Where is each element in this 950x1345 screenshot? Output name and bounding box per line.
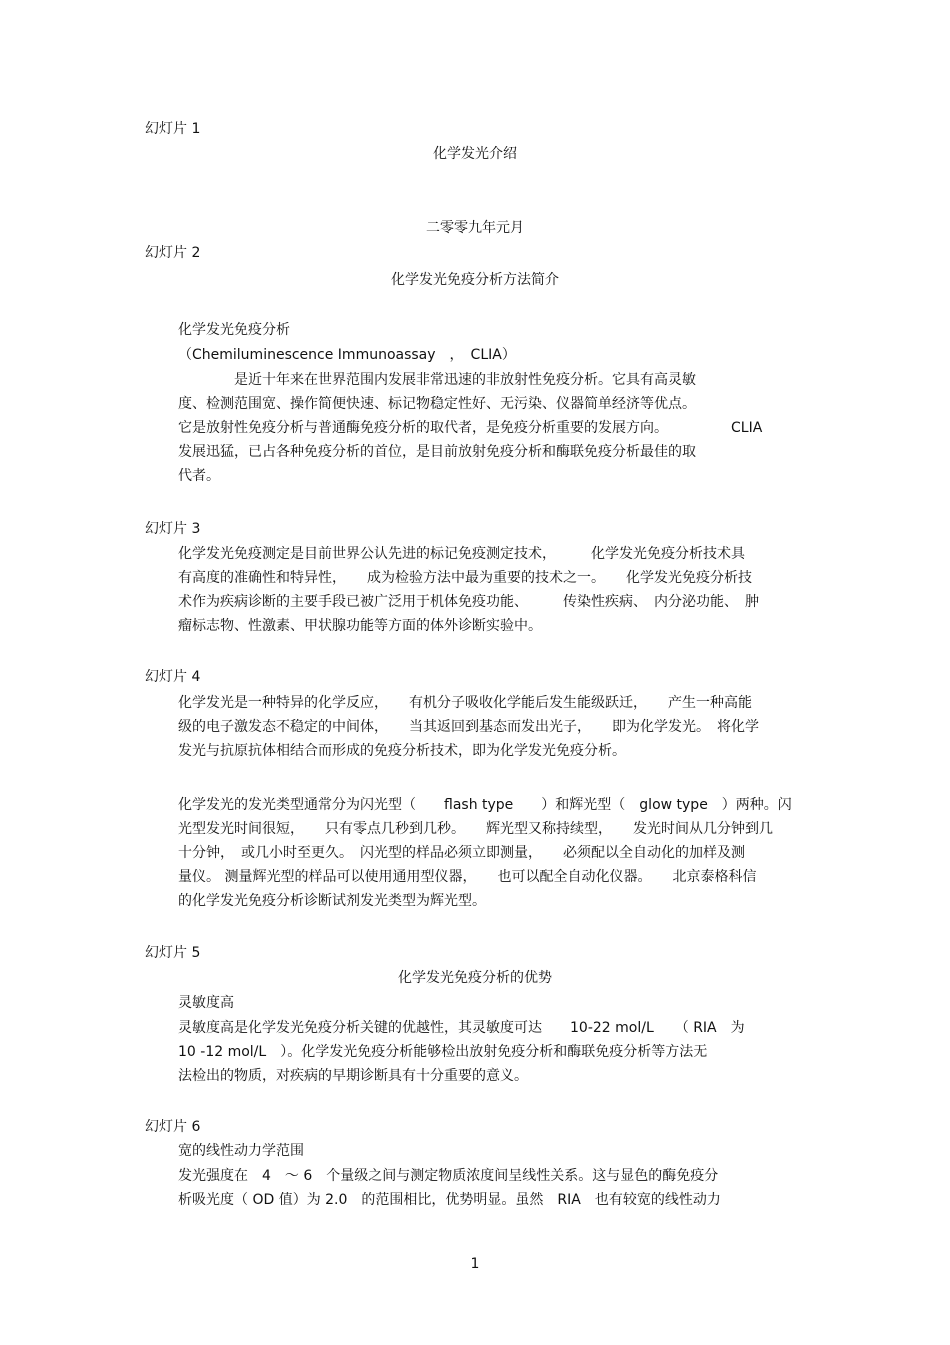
slide-6-heading: 宽的线性动力学范围 (178, 1143, 304, 1159)
text-line: 析吸光度（ OD 值）为 2.0 的范围相比，优势明显。虽然 RIA 也有较宽的线性动力 (178, 1192, 721, 1208)
page-number: 1 (470, 1256, 480, 1272)
slide-3-paragraph (178, 542, 808, 638)
slide-1-label: 幻灯片 1 (145, 121, 201, 137)
slide-1-date: 二零零九年元月 (426, 220, 524, 236)
slide-5-title: 化学发光免疫分析的优势 (398, 970, 552, 986)
text-line: 光型发光时间很短， 只有零点几秒到几秒。 辉光型又称持续型， 发光时间从几分钟到几 (178, 821, 773, 837)
slide-5-paragraph (178, 1016, 808, 1088)
slide-3-label: 幻灯片 3 (145, 521, 201, 537)
slide-5-label: 幻灯片 5 (145, 945, 201, 961)
text-line: 代者。 (178, 468, 220, 484)
text-line: 度、检测范围宽、操作简便快速、标记物稳定性好、无污染、仪器简单经济等优点。 (178, 396, 696, 412)
slide-1-title: 化学发光介绍 (433, 146, 517, 162)
text-line: 灵敏度高是化学发光免疫分析关键的优越性，其灵敏度可达 10-22 mol/L （ RIA 为 (178, 1020, 745, 1036)
slide-2-paragraph (178, 368, 808, 488)
slide-6-label: 幻灯片 6 (145, 1119, 201, 1135)
slide-6-paragraph (178, 1164, 808, 1212)
text-line: 发光强度在 4 ～ 6 个量级之间与测定物质浓度间呈线性关系。这与显色的酶免疫分 (178, 1168, 719, 1184)
text-line: 的化学发光免疫分析诊断试剂发光类型为辉光型。 (178, 893, 486, 909)
slide-2-label: 幻灯片 2 (145, 245, 201, 261)
slide-4-paragraph-1 (178, 691, 808, 763)
slide-5-heading: 灵敏度高 (178, 995, 234, 1011)
text-line: 瘤标志物、性激素、甲状腺功能等方面的体外诊断实验中。 (178, 618, 542, 634)
slide-2-title: 化学发光免疫分析方法简介 (391, 272, 559, 288)
slide-2-subheading: （Chemiluminescence Immunoassay ， CLIA） (178, 347, 516, 363)
text-line: 是近十年来在世界范围内发展非常迅速的非放射性免疫分析。它具有高灵敏 (178, 372, 696, 388)
slide-2-heading: 化学发光免疫分析 (178, 322, 290, 338)
text-line: 术作为疾病诊断的主要手段已被广泛用于机体免疫功能、 传染性疾病、 内分泌功能、 肿 (178, 594, 759, 610)
text-line: 发光与抗原抗体相结合而形成的免疫分析技术，即为化学发光免疫分析。 (178, 743, 626, 759)
text-line: 有高度的准确性和特异性， 成为检验方法中最为重要的技术之一。 化学发光免疫分析技 (178, 570, 752, 586)
text-line: 法检出的物质，对疾病的早期诊断具有十分重要的意义。 (178, 1068, 528, 1084)
text-line: 化学发光免疫测定是目前世界公认先进的标记免疫测定技术， 化学发光免疫分析技术具 (178, 546, 745, 562)
text-line: 发展迅猛，已占各种免疫分析的首位，是目前放射免疫分析和酶联免疫分析最佳的取 (178, 444, 696, 460)
text-line: 量仪。 测量辉光型的样品可以使用通用型仪器， 也可以配全自动化仪器。 北京泰格科信 (178, 869, 757, 885)
text-line: 级的电子激发态不稳定的中间体， 当其返回到基态而发出光子， 即为化学发光。 将化学 (178, 719, 759, 735)
text-line: 化学发光的发光类型通常分为闪光型（ flash type ）和辉光型（ glow type ）两种。闪 (178, 797, 792, 813)
text-line: 化学发光是一种特异的化学反应， 有机分子吸收化学能后发生能级跃迁， 产生一种高能 (178, 695, 752, 711)
text-line: 10 -12 mol/L ）。化学发光免疫分析能够检出放射免疫分析和酶联免疫分析等方法无 (178, 1044, 708, 1060)
text-line: 十分钟， 或几小时至更久。 闪光型的样品必须立即测量， 必须配以全自动化的加样及测 (178, 845, 745, 861)
slide-4-paragraph-2 (178, 793, 808, 913)
slide-4-label: 幻灯片 4 (145, 669, 201, 685)
text-line: 它是放射性免疫分析与普通酶免疫分析的取代者，是免疫分析重要的发展方向。 CLIA (178, 420, 763, 436)
